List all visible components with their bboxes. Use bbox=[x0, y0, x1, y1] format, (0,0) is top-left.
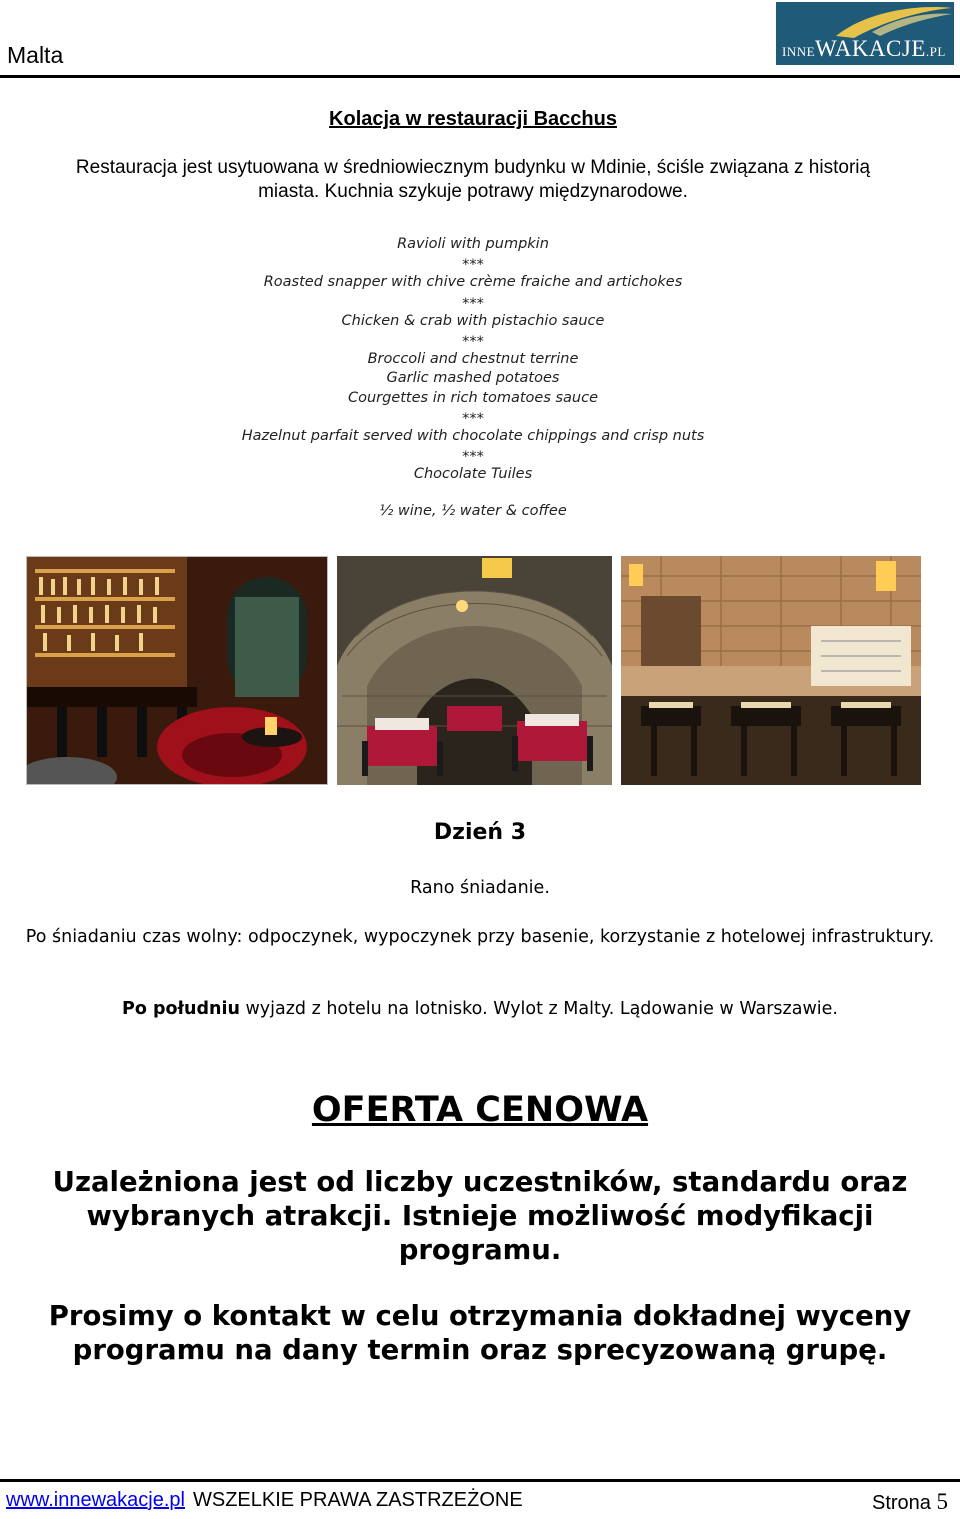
menu-item: Chocolate Tuiles bbox=[413, 466, 533, 483]
page-label: Strona bbox=[872, 1492, 931, 1514]
restaurant-section-title: Kolacja w restauracji Bacchus bbox=[329, 108, 617, 130]
menu-item: Garlic mashed potatoes bbox=[386, 370, 560, 387]
menu-item: Broccoli and chestnut terrine bbox=[367, 351, 579, 368]
photo-stone-hall bbox=[621, 556, 921, 785]
menu-separator: *** bbox=[462, 449, 484, 466]
menu-item: Ravioli with pumpkin bbox=[397, 236, 549, 252]
day-3-title: Dzień 3 bbox=[433, 820, 527, 845]
menu-separator: *** bbox=[462, 333, 484, 350]
day-3-free-time: Po śniadaniu czas wolny: odpoczynek, wypoczynek przy basenie, korzystanie z hotelowej infrastruktury. bbox=[25, 927, 935, 947]
offer-description: Uzależniona jest od liczby uczestników, standardu oraz wybranych atrakcji. Istnieje możliwość modyfikacji programu. bbox=[52, 1166, 908, 1266]
restaurant-intro bbox=[0, 156, 946, 204]
menu-drinks: ½ wine, ½ water & coffee bbox=[379, 503, 567, 519]
footer-page-number bbox=[872, 1489, 948, 1515]
intro-line-2: miasta. Kuchnia szykuje potrawy międzynarodowe. bbox=[258, 181, 688, 202]
menu-item: Courgettes in rich tomatoes sauce bbox=[347, 389, 599, 406]
footer-divider bbox=[0, 1479, 960, 1482]
menu-item: Roasted snapper with chive crème fraiche and artichokes bbox=[263, 274, 683, 291]
footer-website-link[interactable]: www.innewakacje.pl bbox=[6, 1489, 185, 1511]
day-3-breakfast: Rano śniadanie. bbox=[410, 878, 550, 898]
offer-contact-note: Prosimy o kontakt w celu otrzymania dokładnej wyceny programu na dany termin oraz sprecyzowaną grupę. bbox=[48, 1300, 912, 1366]
menu-separator: *** bbox=[462, 410, 484, 427]
dinner-menu bbox=[0, 235, 946, 484]
company-logo bbox=[776, 2, 954, 65]
day-3-departure-text: wyjazd z hotelu na lotnisko. Wylot z Malty. Lądowanie w Warszawie. bbox=[239, 999, 838, 1019]
offer-title: OFERTA CENOWA bbox=[311, 1090, 649, 1130]
menu-item: Chicken & crab with pistachio sauce bbox=[341, 312, 605, 329]
photo-vaulted-cellar bbox=[337, 556, 612, 785]
page-footer bbox=[6, 1489, 954, 1515]
day-3-departure bbox=[20, 997, 940, 1021]
photo-bar-interior bbox=[26, 556, 328, 785]
document-header-title: Malta bbox=[7, 42, 64, 68]
day-3-afternoon-label: Po południu bbox=[122, 999, 240, 1019]
footer-copyright: WSZELKIE PRAWA ZASTRZEŻONE bbox=[192, 1489, 523, 1511]
menu-separator: *** bbox=[462, 257, 484, 274]
menu-item: Hazelnut parfait served with chocolate chippings and crisp nuts bbox=[241, 427, 705, 444]
header-divider bbox=[0, 75, 960, 78]
logo-wordmark: INNEWAKACJE.PL bbox=[782, 36, 946, 61]
menu-separator: *** bbox=[462, 295, 484, 312]
intro-line-1: Restauracja jest usytuowana w średniowiecznym budynku w Mdinie, ściśle związana z historią bbox=[75, 157, 871, 178]
page-number-value: 5 bbox=[936, 1489, 948, 1514]
